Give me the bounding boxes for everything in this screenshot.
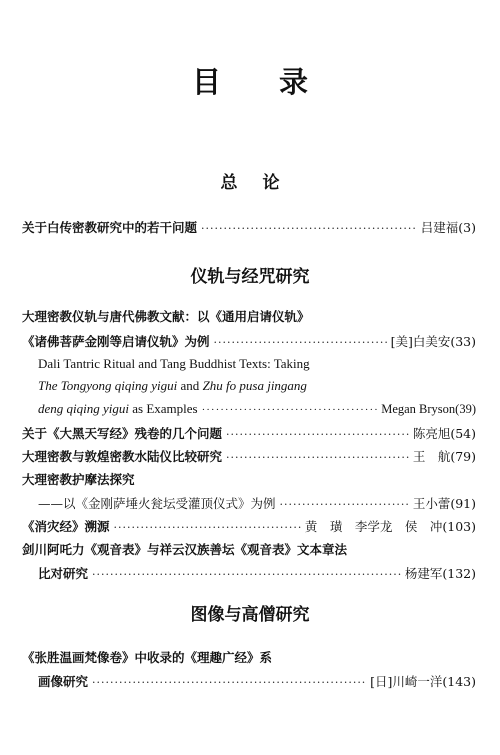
english-italic-title-a: The Tongyong qiqing yigui: [38, 378, 178, 393]
section-heading-image: 图像与高僧研究: [190, 605, 310, 625]
toc-entry-title: 《消灾经》溯源: [22, 519, 110, 534]
section-general-char-2: 论: [262, 173, 280, 193]
toc-entry-title-line-1[interactable]: 大理密教护摩法探究: [22, 472, 135, 487]
toc-entry-author-page: 吕建福(3): [420, 220, 476, 235]
toc-entry-author-page: 黄 璜 李学龙 侯 冲(103): [304, 519, 476, 534]
toc-entry-title-line-2: 比对研究: [38, 566, 89, 581]
leader-dots: [280, 498, 409, 511]
toc-entry[interactable]: [22, 517, 476, 537]
toc-entry[interactable]: [22, 447, 476, 467]
toc-entry-title: 大理密教与敦煌密教水陆仪比较研究: [22, 449, 223, 464]
page-title-char-2: 录: [279, 65, 309, 99]
toc-entry-author-page: 王 航(79): [412, 449, 476, 464]
english-italic-title-c: deng qiqing yigui: [38, 401, 129, 416]
english-connector: and: [180, 378, 200, 393]
section-general-char-1: 总: [220, 173, 238, 193]
toc-entry-title-line-2: 画像研究: [38, 674, 89, 689]
toc-entry-author-page: [日]川崎一洋(143): [370, 674, 476, 689]
leader-dots: [92, 676, 366, 689]
leader-dots: [92, 568, 401, 581]
section-heading-ritual: 仪轨与经咒研究: [190, 267, 310, 287]
toc-entry-author-page: 王小蕾(91): [412, 496, 476, 511]
toc-entry[interactable]: [38, 672, 476, 692]
leader-dots: [202, 404, 378, 416]
english-italic-title-b: Zhu fo pusa jingang: [202, 378, 307, 393]
toc-entry-title: 关于白传密教研究中的若干问题: [22, 220, 198, 235]
toc-entry[interactable]: [22, 218, 476, 238]
leader-dots: [114, 521, 301, 534]
toc-entry-english-line-2[interactable]: [38, 378, 307, 394]
toc-entry-english-line-1[interactable]: Dali Tantric Ritual and Tang Buddhist Texts: Taking: [38, 356, 310, 371]
toc-entry[interactable]: [38, 564, 476, 584]
toc-entry-author-page: 杨建军(132): [404, 566, 476, 581]
toc-entry[interactable]: [22, 424, 476, 444]
toc-entry-subtitle: ——以《金刚萨埵火瓮坛受灌顶仪式》为例: [38, 496, 276, 511]
leader-dots: [201, 222, 417, 235]
toc-entry-author-page: [美]白美安(33): [390, 334, 476, 349]
page-title-char-1: 目: [192, 65, 222, 99]
toc-entry[interactable]: [38, 401, 476, 421]
toc-entry-title-line-1[interactable]: 大理密教仪轨与唐代佛教文献：以《通用启请仪轨》: [22, 309, 310, 324]
toc-entry-title-line-2: 《诸佛菩萨金刚等启请仪轨》为例: [22, 334, 210, 349]
toc-entry-author-page: Megan Bryson(39): [381, 402, 476, 416]
english-title-tail: as Examples: [132, 401, 198, 416]
toc-entry-author-page: 陈亮旭(54): [412, 426, 476, 441]
leader-dots: [226, 451, 409, 464]
toc-entry-title: 关于《大黑天写经》残卷的几个问题: [22, 426, 223, 441]
page-title: [0, 60, 500, 101]
section-heading-general: [0, 168, 500, 193]
leader-dots: [226, 428, 409, 441]
leader-dots: [214, 336, 387, 349]
toc-entry[interactable]: [22, 332, 476, 352]
toc-entry-title-line-1[interactable]: 《张胜温画梵像卷》中收录的《理趣广经》系: [22, 650, 273, 665]
toc-entry-title-line-1[interactable]: 剑川阿吒力《观音表》与祥云汉族善坛《观音表》文本章法: [22, 542, 348, 557]
toc-entry[interactable]: [38, 494, 476, 514]
